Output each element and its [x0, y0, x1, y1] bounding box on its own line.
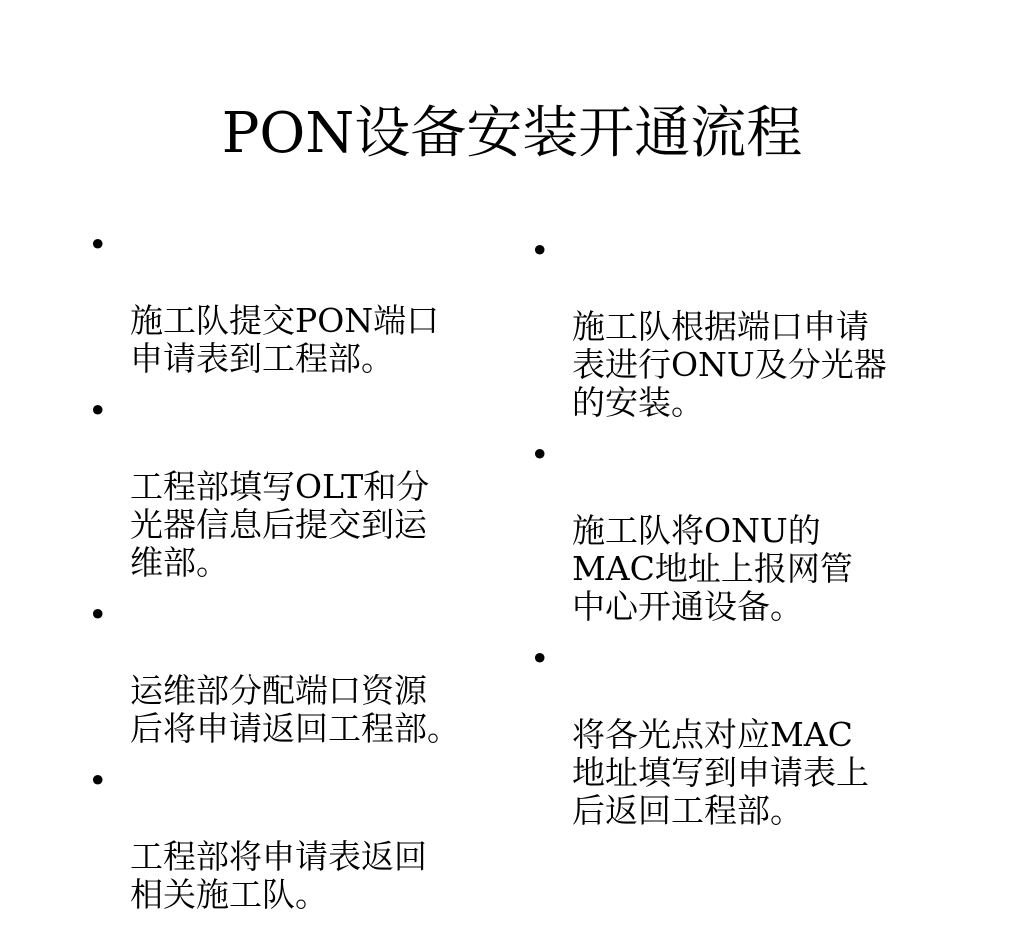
list-item-text: 将各光点对应MAC 地址填写到申请表上 后返回工程部。	[572, 715, 869, 830]
bullet-icon: •	[88, 595, 108, 634]
bullet-icon: •	[530, 435, 550, 474]
list-item-text: 施工队将ONU的 MAC地址上报网管 中心开通设备。	[572, 511, 853, 626]
bullet-icon: •	[88, 225, 108, 264]
list-item	[88, 596, 508, 748]
list-item	[88, 226, 508, 378]
left-bullet-list	[88, 226, 508, 928]
list-item	[88, 762, 508, 914]
list-item-text: 运维部分配端口资源 后将申请返回工程部。	[130, 671, 460, 748]
bullet-icon: •	[88, 761, 108, 800]
list-item	[88, 392, 508, 582]
right-bullet-list	[530, 232, 950, 844]
list-item-text: 施工队根据端口申请 表进行ONU及分光器 的安装。	[572, 307, 887, 422]
bullet-icon: •	[530, 231, 550, 270]
list-item	[530, 640, 950, 830]
bullet-icon: •	[88, 391, 108, 430]
list-item	[530, 232, 950, 422]
list-item-text: 工程部填写OLT和分 光器信息后提交到运 维部。	[130, 467, 430, 582]
list-item	[530, 436, 950, 626]
slide-title: PON设备安装开通流程	[221, 101, 803, 166]
list-item-text: 工程部将申请表返回 相关施工队。	[130, 837, 427, 914]
bullet-icon: •	[530, 639, 550, 678]
list-item-text: 施工队提交PON端口 申请表到工程部。	[130, 301, 440, 378]
